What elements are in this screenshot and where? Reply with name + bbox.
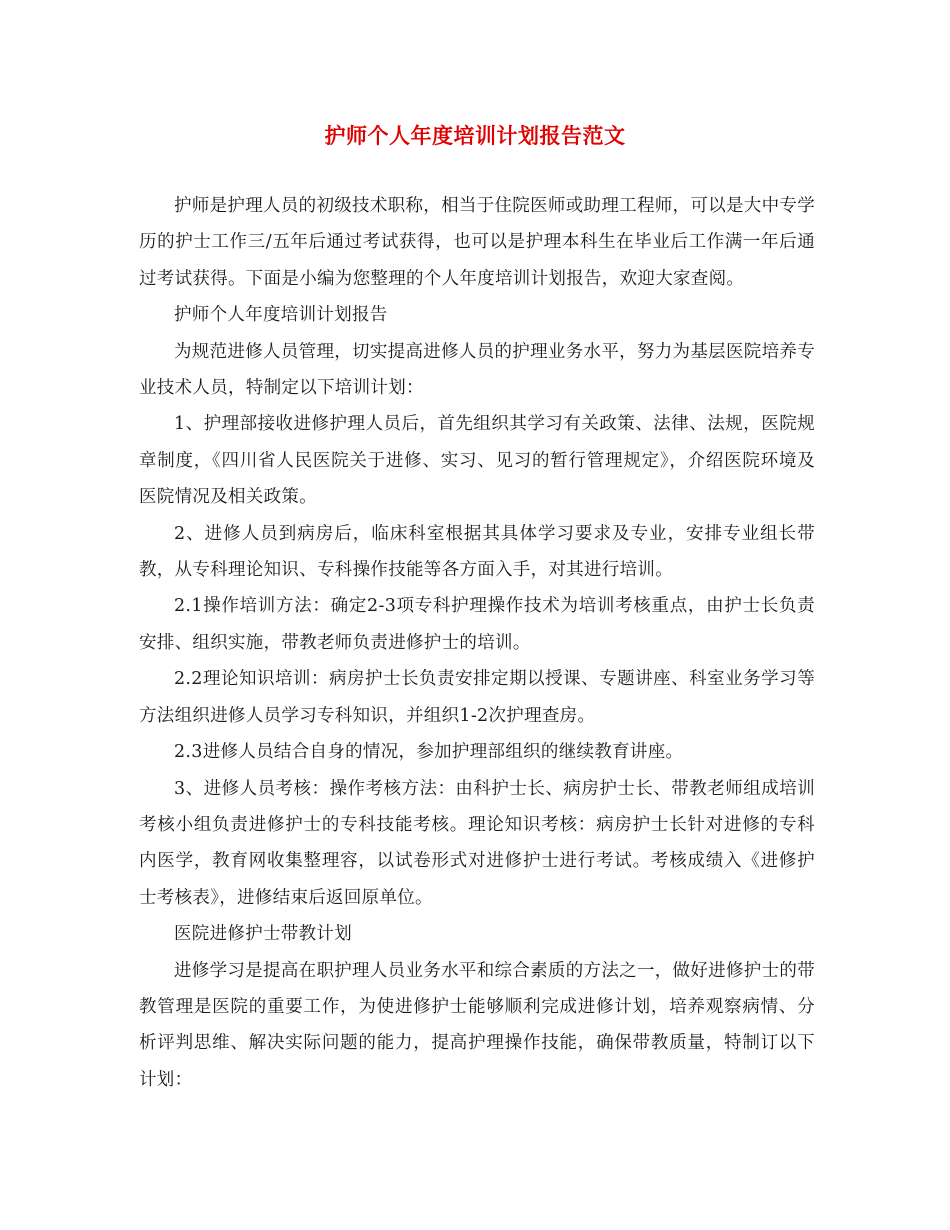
section-heading: 护师个人年度培训计划报告 <box>174 305 388 326</box>
item-2-3-paragraph: 2.3进修人员结合自身的情况，参加护理部组织的继续教育讲座。 <box>174 742 684 763</box>
item-3-paragraph: 3、进修人员考核：操作考核方法：由科护士长、病房护士长、带教老师组成培训考核小组负责进修护士的专科技能考核。理论知识考核：病房护士长针对进修的专科内医学，教育网收集整理容，以试卷形式对进修护士进行考试。考核成绩入《进修护士考核表》，进修结束后返回原单位。 <box>139 778 815 908</box>
item-2-1-paragraph: 2.1操作培训方法：确定2-3项专科护理操作技术为培训考核重点，由护士长负责安排、组织实施，带教老师负责进修护士的培训。 <box>139 596 815 653</box>
section-heading-2: 医院进修护士带教计划 <box>174 924 352 945</box>
item-1-paragraph: 1、护理部接收进修护理人员后，首先组织其学习有关政策、法律、法规，医院规章制度，《四川省人民医院关于进修、实习、见习的暂行管理规定》，介绍医院环境及医院情况及相关政策。 <box>139 414 815 508</box>
item-2-2-paragraph: 2.2理论知识培训：病房护士长负责安排定期以授课、专题讲座、科室业务学习等方法组织进修人员学习专科知识，并组织1-2次护理查房。 <box>139 669 815 726</box>
intro-paragraph: 护师是护理人员的初级技术职称，相当于住院医师或助理工程师，可以是大中专学历的护士工作三/五年后通过考试获得，也可以是护理本科生在毕业后工作满一年后通过考试获得。下面是小编为您整理的个人年度培训计划报告，欢迎大家查阅。 <box>139 196 815 289</box>
document-title: 护师个人年度培训计划报告范文 <box>324 123 626 148</box>
item-2-paragraph: 2、进修人员到病房后，临床科室根据其具体学习要求及专业，安排专业组长带教，从专科理论知识、专科操作技能等各方面入手，对其进行培训。 <box>139 523 815 581</box>
purpose-paragraph: 为规范进修人员管理，切实提高进修人员的护理业务水平，努力为基层医院培养专业技术人员，特制定以下培训计划： <box>139 341 815 399</box>
document-body <box>139 188 815 1098</box>
plan-intro-paragraph: 进修学习是提高在职护理人员业务水平和综合素质的方法之一，做好进修护士的带教管理是医院的重要工作，为使进修护士能够顺利完成进修计划，培养观察病情、分析评判思维、解决实际问题的能力，提高护理操作技能，确保带教质量，特制订以下计划： <box>139 960 815 1090</box>
